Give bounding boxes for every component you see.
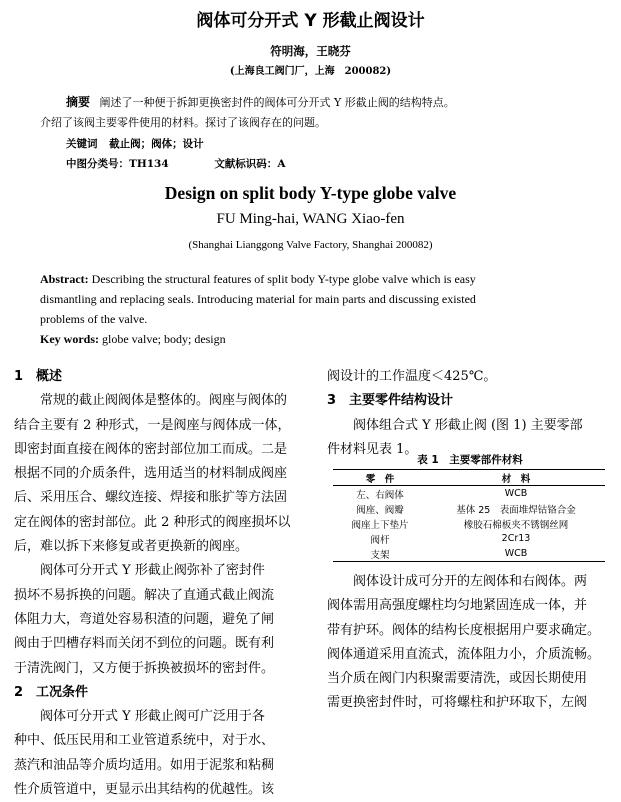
s1-line: 阀体可分开式 Y 形截止阀弥补了密封件 <box>14 563 265 579</box>
en-keywords-text: globe valve; body; design <box>102 332 226 346</box>
right-column-continued <box>327 570 613 716</box>
section-2-heading: 2 工况条件 <box>14 684 89 700</box>
en-abstract-line1 <box>40 269 600 289</box>
chinese-affiliation: (上海良工阀门厂，上海 200082) <box>229 66 392 77</box>
abstract-text-2: 介绍了该阀主要零件使用的材料。探讨了该阀存在的问题。 <box>40 116 326 129</box>
s1-line: 阀由于凹槽存料而关闭不到位的问题。既有利 <box>14 636 275 652</box>
class-value: TH134 <box>129 158 169 170</box>
en-abstract-text-1: Describing the structural features of split body Y-type globe valve which is easy <box>91 272 476 286</box>
table-cell: 左、右阀体 <box>356 489 404 501</box>
english-abstract <box>40 269 600 349</box>
table-row <box>333 501 605 516</box>
keywords-text: 截止阀；阀体；设计 <box>109 138 204 150</box>
section-3-heading: 3 主要零件结构设计 <box>327 393 454 409</box>
table-row <box>333 546 605 562</box>
table-header-cell: 零 件 <box>333 470 427 486</box>
r-line: 阀体设计成可分开的左阀体和右阀体。两 <box>327 574 588 589</box>
s1-line: 即密封面直接在阀体的密封部位加工而成。二是 <box>14 441 288 457</box>
r-line: 带有护环。阀体的结构长度根据用户要求确定。 <box>327 622 601 638</box>
abstract-text-1: 阐述了一种便于拆卸更换密封件的阀体可分开式 Y 形截止阀的结构特点。 <box>99 96 455 109</box>
keywords-label: 关键词 <box>66 138 98 150</box>
s1-line: 损坏不易拆换的问题。解决了直通式截止阀流 <box>14 587 275 603</box>
s2-line: 阀体可分开式 Y 形截止阀可广泛用于各 <box>14 709 265 725</box>
r-line: 需更换密封件时，可将螺柱和护环取下，左阀 <box>327 695 588 711</box>
s2-line: 性介质管道中，更显示出其结构的优越性。该 <box>14 782 275 798</box>
en-keywords-line <box>40 329 600 349</box>
chinese-title: 阀体可分开式 Y 形截止阀设计 <box>196 11 425 31</box>
table-row <box>333 486 605 502</box>
table-cell: 阀杆 <box>370 534 390 546</box>
en-keywords-label: Key words: <box>40 332 99 346</box>
table-cell: 基体 25 表面堆焊钴铬合金 <box>456 504 576 516</box>
table-cell: 支架 <box>333 546 427 562</box>
english-authors: FU Ming-hai, WANG Xiao-fen <box>216 211 405 227</box>
table-cell: 阀座、阀瓣 <box>356 504 404 516</box>
s1-line: 于清洗阀门，又方便于拆换被损坏的密封件。 <box>14 660 275 676</box>
s3-line: 阀体组合式 Y 形截止阀 (图 1) 主要零部 <box>327 417 583 433</box>
s1-line: 后，难以拆下来修复或者更换新的阀座。 <box>14 539 249 555</box>
left-column <box>14 365 306 802</box>
doc-code-value: A <box>277 158 286 170</box>
english-title: Design on split body Y-type globe valve <box>164 183 457 203</box>
s1-line: 体阻力大，弯道处容易积渣的问题，避免了闸 <box>14 611 275 627</box>
table-cell: 阀座上下垫片 <box>351 519 409 531</box>
s2-line: 种中、低压民用和工业管道系统中，对于水、 <box>14 733 275 749</box>
table-cell: WCB <box>427 546 605 562</box>
chinese-authors: 符明海，王晓芬 <box>270 44 351 58</box>
r-line: 阀体通道采用直流式，流体阻力小，介质流畅。 <box>327 646 601 662</box>
section-1-heading: 1 概述 <box>14 369 63 384</box>
materials-table <box>333 469 605 562</box>
en-abstract-line2: dismantling and replacing seals. Introducing material for main parts and discussing existed <box>40 292 476 306</box>
r-line: 当介质在阀门内积聚需要清洗，或因长期使用 <box>327 671 588 687</box>
doc-code-label: 文献标识码： <box>214 158 278 170</box>
abstract-label: 摘要 <box>66 95 91 109</box>
s1-line: 常规的截止阀阀体是整体的。阀座与阀体的 <box>14 393 288 409</box>
table-cell: 2Cr13 <box>501 533 531 544</box>
en-abstract-label: Abstract: <box>40 272 89 286</box>
s2-line: 蒸汽和油品等介质均适用。如用于泥浆和粘稠 <box>14 757 275 773</box>
table-header-row <box>333 470 605 486</box>
table-header-cell: 材 料 <box>427 470 605 486</box>
english-affiliation: (Shanghai Lianggong Valve Factory, Shanghai 200082) <box>188 239 433 251</box>
table-cell: WCB <box>504 488 528 499</box>
chinese-abstract-line1 <box>66 93 455 110</box>
en-abstract-line3: problems of the valve. <box>40 312 148 326</box>
s1-line: 定在阀体的密封部位。此 2 种形式的阀座损坏以 <box>14 514 291 530</box>
r-line: 阀体需用高强度螺柱均匀地紧固连成一体，并 <box>327 598 588 614</box>
table-row <box>333 516 605 531</box>
r-top-line: 阀设计的工作温度＜425℃。 <box>327 369 497 384</box>
s3-line: 件材料见表 1。 <box>327 441 418 457</box>
s1-line: 结合主要有 2 种形式，一是阀座与阀体成一体， <box>14 417 291 433</box>
table-cell: 橡胶石棉板夹不锈钢丝网 <box>463 519 569 531</box>
s1-line: 后、采用压合、螺纹连接、焊接和胀扩等方法固 <box>14 490 288 506</box>
right-column <box>327 365 613 462</box>
table-caption: 表 1 主要零部件材料 <box>417 454 523 466</box>
class-label: 中图分类号： <box>66 158 129 170</box>
s1-line: 根据不同的介质条件，选用适当的材料制成阀座 <box>14 466 288 482</box>
classification-line <box>66 156 285 171</box>
chinese-keywords <box>66 136 204 151</box>
table-row <box>333 531 605 546</box>
